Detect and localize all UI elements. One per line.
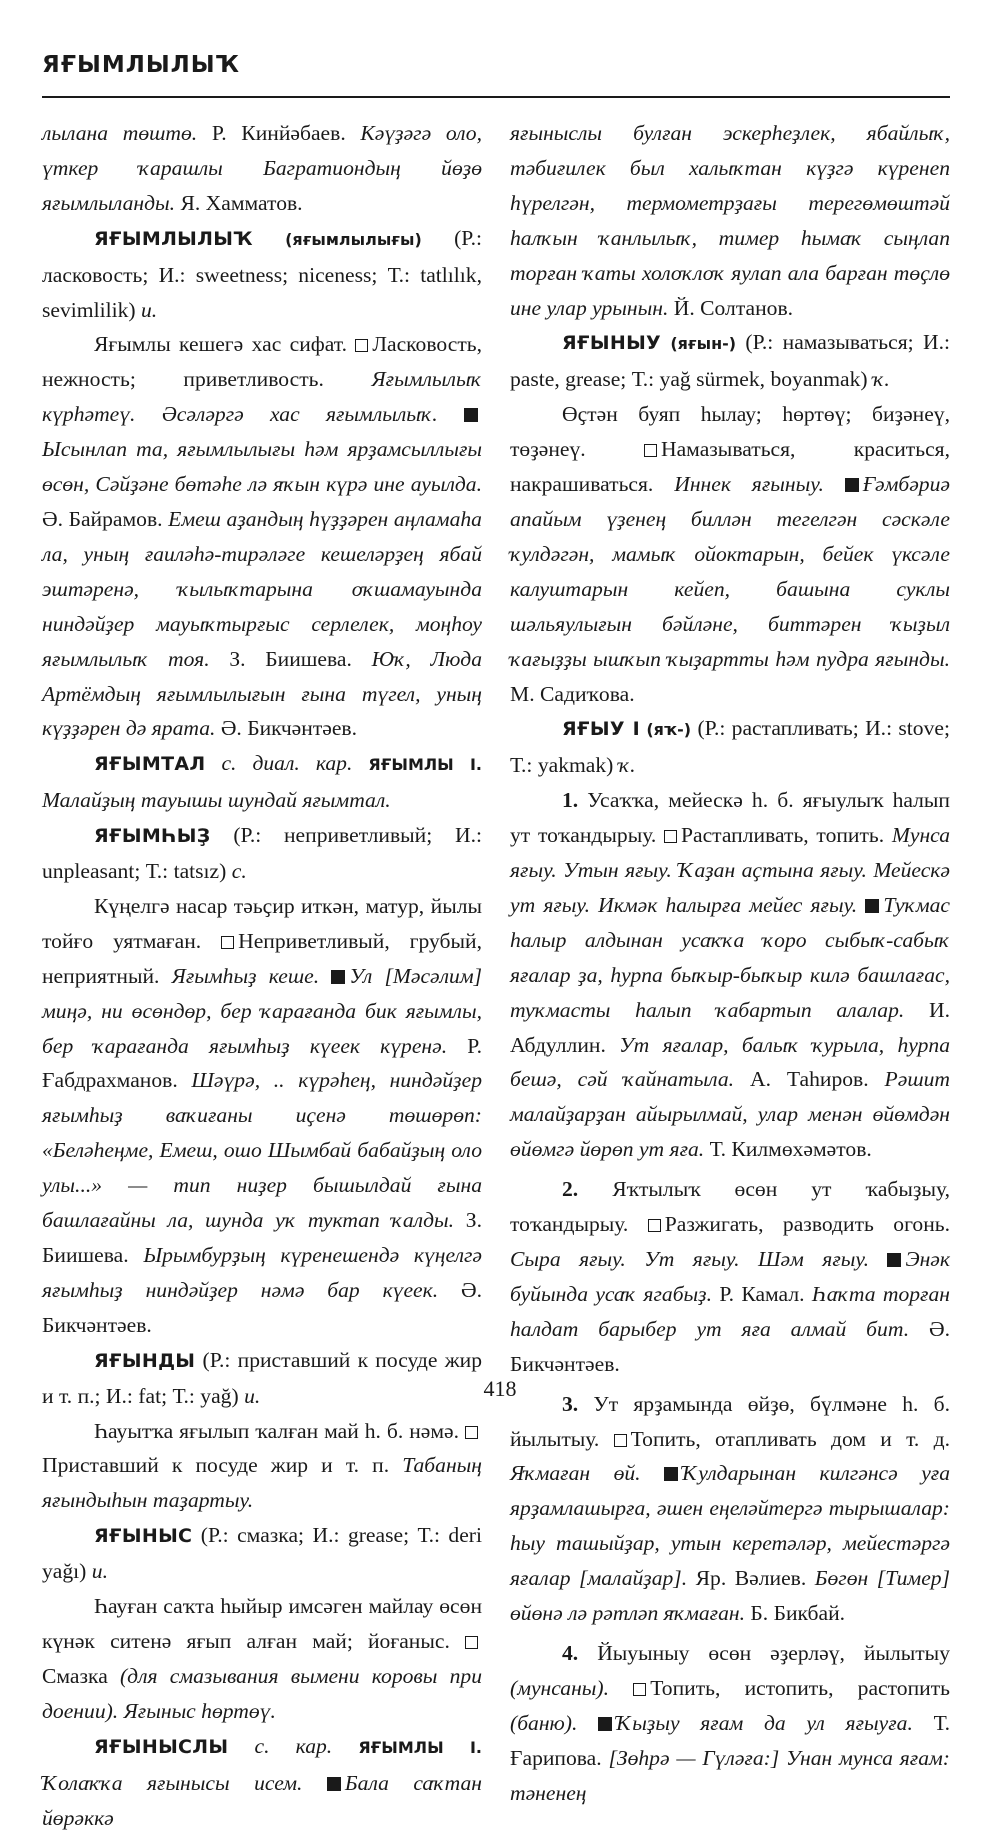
- translation-marker-icon: [465, 1426, 478, 1439]
- headword: ЯҒЫУ I: [562, 718, 641, 741]
- translation-marker-icon: [664, 830, 677, 843]
- translation-marker-icon: [648, 1219, 661, 1232]
- header-rule: [42, 96, 950, 98]
- translation-marker-icon: [465, 1636, 478, 1649]
- headword: ЯҒЫНЫУ: [562, 332, 661, 355]
- entry-yagymtal: ЯҒЫМТАЛ с. диал. кар. ЯҒЫМЛЫ I. Малайҙың тауышы шундай яғымтал.: [42, 751, 482, 813]
- quote-marker-icon: [845, 478, 859, 492]
- quote-marker-icon: [327, 1777, 341, 1791]
- entry-yagynyu: ЯҒЫНЫУ (яғын-) (Р.: намазываться; И.: paste, grease; Т.: yağ sürmek, boyanmak) ҡ.: [510, 330, 950, 392]
- entry-yagynys: ЯҒЫНЫС (Р.: смазка; И.: grease; Т.: deri yağı) и.: [42, 1523, 482, 1584]
- quote-marker-icon: [865, 899, 879, 913]
- translation-marker-icon: [644, 444, 657, 457]
- sense-3: 3. Ут ярҙамында өйҙө, бүлмәне һ. б. йылытыу. Топить, отапливать дом и т. д. Яҡмаған өй. Ҡулдарынан килгәнсә уға ярҙамлашырға, әшен еңеләйтергә тырышалар: һыу ташыйҙар, утын керетәләр, мейестәргә яғалар [малайҙар]. Яр. Вәлиев. Бөгөн [Тимер] өйөнә лә рәтләп яҡмаған. Б. Бикбай.: [510, 1391, 951, 1626]
- sense-4: 4. Йыуыныу өсөн әҙерләү, йылытыу (мунсаны). Топить, истопить, растопить (баню). Ҡыҙыу яғам да ул яғыуға. Т. Ғарипова. [Зөһрә — Гүләға:] Унан мунса яғам: тәненең: [510, 1640, 951, 1805]
- entry-yagynysly: ЯҒЫНЫСЛЫ с. кар. ЯҒЫМЛЫ I. Ҡолаҡҡа яғынысы исем. Бала саҡтан йөрәккә: [42, 1733, 482, 1830]
- quote-marker-icon: [598, 1717, 612, 1731]
- entry-continuation: яғыныслы булған эскерһеҙлек, ябайлыҡ, тәбиғилек был халыҡтан күҙгә күренеп һүрелгән, термометрҙағы терегөмөштәй һалҡын ҡанлылыҡ, тимер һымаҡ сыңлап торған ҡаты холоҡлоҡ яулап ала барған төҫлө ине улар урынын. Й. Солтанов.: [510, 121, 950, 320]
- entry-yagymhyz: ЯҒЫМҺЫҘ (Р.: неприветливый; И.: unpleasant; Т.: tatsız) с.: [42, 823, 482, 884]
- headword: ЯҒЫМҺЫҘ: [94, 825, 211, 848]
- translation-marker-icon: [355, 339, 368, 352]
- entry-yagyndy: ЯҒЫНДЫ (Р.: приставший к посуде жир и т. п.; И.: fat; Т.: yağ) и.: [42, 1347, 482, 1408]
- translation-marker-icon: [221, 936, 234, 949]
- left-column: [42, 116, 483, 1830]
- running-head: ЯҒЫМЛЫЛЫҠ: [42, 52, 240, 78]
- sense-1: 1. Усаҡҡа, мейескә һ. б. яғыулыҡ һалып ут тоҡандырыу. Растапливать, топить. Мунса яғыу. Утын яғыу. Ҡаҙан аҫтына яғыу. Мейескә ут яғыу. Икмәк һалырға мейес яғыу. Туҡмас һалыр алдынан усаҡҡа ҡоро сыбыҡ-сабыҡ яғалар ҙа, һурпа быҡыр-быҡыр килә башлағас, туҡмасты һалып ҡабартып алалар. И. Абдуллин. Ут яғалар, балыҡ ҡурыла, һурпа бешә, сәй ҡайнатыла. А. Таһиров. Рәшит малайҙарҙан айырылмай, улар менән өйөмдән өйөмгә йөрөп ут яға. Т. Килмөхәмәтов.: [510, 788, 951, 1162]
- definition: Яғымлы кешегә хас сифат. Ласковость, нежность; приветливость. Яғымлылыҡ күрһәтеү. Әсәләргә хас яғымлылыҡ. Ысынлап та, яғымлылығы һәм ярҙамсыллығы өсөн, Сәйҙәне бөтәһе лә яҡын күрә ине ауылда. Ә. Байрамов. Емеш аҙандың һүҙҙәрен аңламаһа ла, уның ғаиләһә-тирәләге кешеләрҙең ябай эштәренә, ҡылыҡтарына оҡшамауында ниндәйҙер мауыҡтырғыс серлелек, моңһоу яғымлылыҡ тоя. З. Биишева. Юҡ, Люда Артёмдың яғымлылығын ғына түгел, уның күҙҙәрен дә ярата. Ә. Бикчәнтәев.: [42, 332, 483, 741]
- quote-marker-icon: [664, 1467, 678, 1481]
- entry-yagyu: ЯҒЫУ I (яҡ-) (Р.: растапливать; И.: stove; Т.: yakmak) ҡ.: [510, 716, 950, 778]
- definition: Өҫтән буяп һылау; һөртөү; биҙәнеү, төҙәнеү. Намазываться, краситься, накрашиваться. Иннек яғыныу. Ғәмбәриә апайым үҙенең биллән тегелгән сәскәле ҡулдәгән, мамыҡ ойоктарын, бейек үксәле калуштарын кейеп, башына суклы шәльяулығын бәйләне, биттәрен ҡыҙыл ҡағыҙҙы ышҡып ҡыҙартты һәм пудра яғынды. М. Садиҡова.: [510, 402, 950, 706]
- translation-marker-icon: [614, 1434, 627, 1447]
- translation-marker-icon: [633, 1683, 646, 1696]
- headword: ЯҒЫНДЫ: [94, 1349, 196, 1372]
- quote-marker-icon: [887, 1253, 901, 1267]
- quote-marker-icon: [464, 408, 478, 422]
- definition: Һауытҡа яғылып ҡалған май һ. б. нәмә. Приставший к посуде жир и т. п. Табаның яғындыһын таҙартыу.: [42, 1418, 482, 1513]
- entry-continuation: лылана төштө. Р. Кинйәбаев. Кәүҙәгә оло, үткер ҡарашлы Багратиондың йөҙө яғымлыланды. Я. Хамматов.: [42, 121, 482, 215]
- quote-marker-icon: [331, 970, 345, 984]
- headword: ЯҒЫНЫС: [94, 1525, 193, 1548]
- headword: ЯҒЫМЛЫЛЫҠ: [94, 227, 253, 250]
- page-number: 418: [483, 1376, 517, 1401]
- entry-yagymlylyk: ЯҒЫМЛЫЛЫҠ (яғымлылығы) (Р.: ласковость; И.: sweetness; niceness; Т.: tatlılık, sevimlilik) и.: [42, 225, 482, 322]
- sense-2: 2. Яҡтылыҡ өсөн ут ҡабыҙыу, тоҡандырыу. Разжигать, разводить огонь. Сыра яғыу. Ут яғыу. Шәм яғыу. Энәк буйында усаҡ ягабыҙ. Р. Камал. Һаҡта торған һалдат барыбер ут яға алмай бит. Ә. Бикчәнтәев.: [510, 1177, 951, 1376]
- definition: Күңелгә насар тәьҫир иткән, матур, йылы тойғо уятмаған. Неприветливый, грубый, неприятный. Яғымһыҙ кеше. Ул [Мәсәлим] миңә, ни өсөндөр, бер ҡарағанда бик яғымлы, бер ҡарағанда яғымһыҙ күеек күренә. Р. Ғабдрахманов. Шәүрә, .. күрәһең, ниндәйҙер яғымһыҙ ваҡиғаны иҫенә төшөрөп: «Беләһеңме, Емеш, ошо Шымбай бабайҙың оло улы...» — тип ниҙер бышылдай ғына башлағайны ла, шунда уҡ туктап ҡалды. З. Биишева. Ырымбурҙың күренешендә күңелгә яғымһыҙ ниндәйҙер нәмә бар күеек. Ә. Бикчәнтәев.: [42, 893, 483, 1337]
- right-column: [510, 116, 951, 1805]
- headword: ЯҒЫНЫСЛЫ: [94, 1735, 229, 1758]
- headword: ЯҒЫМТАЛ: [94, 753, 206, 776]
- definition: Һауған саҡта һыйыр имсәген майлау өсөн күнәк ситенә яғып алған май; йоғаныс. Смазка (для смазывания вымени коровы при доении). Яғыныс һөртөү.: [42, 1594, 482, 1723]
